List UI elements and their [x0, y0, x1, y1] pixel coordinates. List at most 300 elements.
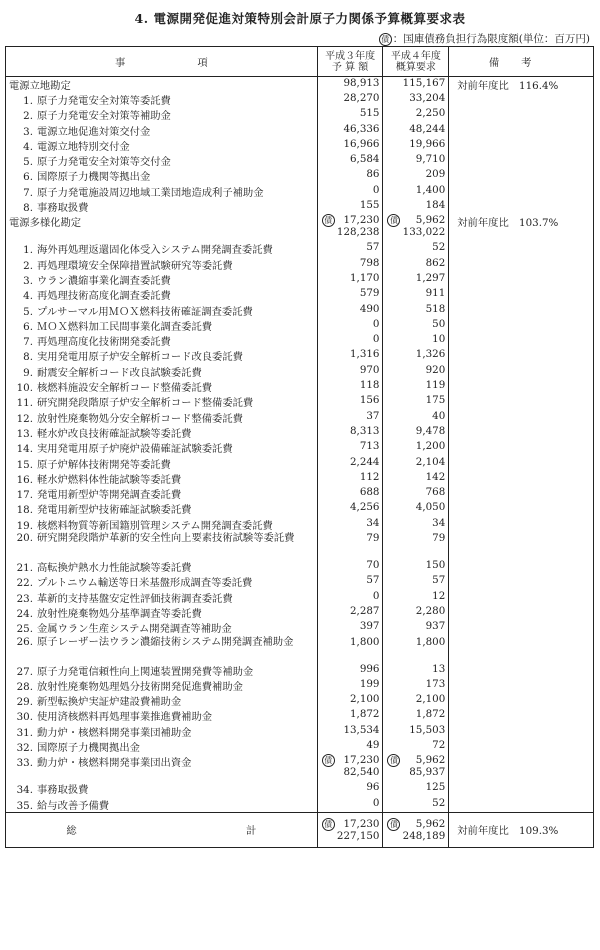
item-cell — [6, 272, 318, 287]
item-fy4: 2,100 — [383, 693, 449, 708]
item-label: 給与改善予備費 — [37, 799, 110, 812]
header-remarks: 備考 — [449, 47, 594, 77]
item-label: プルサーマル用ＭＯＸ燃料技術確証調査委託費 — [37, 305, 253, 318]
item-number: 8. — [23, 202, 33, 215]
item-label: 原子力発電信頼性向上関連装置開発費等補助金 — [37, 665, 254, 678]
dual-amount — [321, 754, 380, 778]
table-row — [6, 781, 594, 796]
item-fy4: 9,710 — [383, 153, 449, 168]
item-cell — [6, 440, 318, 455]
item-remark — [449, 379, 594, 394]
item-label: 動力炉・核燃料開発事業団補助金 — [37, 726, 192, 739]
item-number: 26. — [16, 635, 33, 648]
item-fy4 — [383, 754, 449, 781]
item-fy4: 150 — [383, 559, 449, 574]
item-fy3: 57 — [317, 241, 383, 256]
table-row — [6, 590, 594, 605]
item-remark — [449, 318, 594, 333]
item-cell — [6, 257, 318, 272]
item-fy3: 515 — [317, 107, 383, 122]
bond-amount: 17,230 — [343, 214, 380, 227]
item-fy3: 1,170 — [317, 272, 383, 287]
item-fy3: 156 — [317, 394, 383, 409]
item-fy3: 0 — [317, 590, 383, 605]
item-number: 24. — [16, 607, 33, 620]
item-fy4: 48,244 — [383, 123, 449, 138]
item-fy4: 79 — [383, 532, 449, 559]
item-remark — [449, 168, 594, 183]
item-label: 核燃料施設安全解析コード整備委託費 — [37, 382, 213, 395]
item-remark — [449, 517, 594, 532]
item-fy3: 2,244 — [317, 456, 383, 471]
item-remark — [449, 501, 594, 516]
bond-amount: 17,230 — [343, 754, 380, 767]
item-fy4: 1,200 — [383, 440, 449, 455]
item-fy4: 50 — [383, 318, 449, 333]
item-number: 11. — [16, 397, 33, 410]
item-remark — [449, 123, 594, 138]
bond-mark-icon: 債 — [387, 754, 400, 767]
item-remark — [449, 636, 594, 663]
item-fy4: 173 — [383, 678, 449, 693]
item-fy3: 57 — [317, 574, 383, 589]
table-row — [6, 605, 594, 620]
table-row — [6, 636, 594, 663]
item-label: 国際原子力機関等拠出金 — [37, 171, 151, 184]
table-body — [6, 77, 594, 813]
item-fy4: 4,050 — [383, 501, 449, 516]
item-cell — [6, 123, 318, 138]
item-number: 14. — [16, 443, 33, 456]
item-number: 3. — [23, 274, 33, 287]
header-item: 事 項 — [6, 47, 318, 77]
item-fy4: 52 — [383, 797, 449, 813]
item-cell — [6, 739, 318, 754]
item-number: 30. — [16, 711, 33, 724]
item-remark — [449, 303, 594, 318]
item-fy4: 1,326 — [383, 348, 449, 363]
item-remark — [449, 410, 594, 425]
item-label: 実用発電用原子炉廃炉設備確証試験委託費 — [37, 443, 233, 456]
item-fy4: 184 — [383, 199, 449, 214]
item-fy4: 52 — [383, 241, 449, 256]
section-remark: 対前年度比 103.7% — [457, 217, 559, 230]
item-label: 原子炉解体技術開発等委託費 — [37, 458, 171, 471]
item-fy4: 40 — [383, 410, 449, 425]
item-remark — [449, 739, 594, 754]
table-row — [6, 425, 594, 440]
item-label: 事務取扱費 — [37, 784, 89, 797]
item-number: 27. — [16, 665, 33, 678]
item-number: 25. — [16, 623, 33, 636]
item-number: 9. — [23, 366, 33, 379]
item-number: 2. — [23, 110, 33, 123]
item-cell — [6, 153, 318, 168]
item-fy3: 199 — [317, 678, 383, 693]
item-label: 放射性廃棄物処分安全解析コード整備委託費 — [37, 412, 243, 425]
section-fy3: 98,913 — [317, 77, 383, 93]
item-remark — [449, 678, 594, 693]
item-fy4: 2,250 — [383, 107, 449, 122]
item-remark — [449, 287, 594, 302]
item-number: 8. — [23, 351, 33, 364]
amount: 128,238 — [336, 226, 380, 239]
table-row — [6, 797, 594, 813]
item-remark — [449, 184, 594, 199]
item-fy4: 125 — [383, 781, 449, 796]
item-fy4: 209 — [383, 168, 449, 183]
table-row — [6, 318, 594, 333]
table-row — [6, 739, 594, 754]
item-number: 12. — [16, 412, 33, 425]
item-label: 原子力発電施設周辺地域工業団地造成利子補助金 — [37, 186, 264, 199]
item-fy3: 28,270 — [317, 92, 383, 107]
amount: 133,022 — [402, 226, 446, 239]
item-fy3: 8,313 — [317, 425, 383, 440]
table-row — [6, 348, 594, 363]
item-label: 核燃料物質等新国籍別管理システム開発調査委託費 — [37, 519, 273, 532]
item-remark — [449, 663, 594, 678]
item-number: 16. — [16, 473, 33, 486]
item-remark — [449, 107, 594, 122]
item-cell — [6, 781, 318, 796]
dual-amount — [386, 214, 445, 238]
item-number: 19. — [16, 519, 33, 532]
item-number: 32. — [16, 741, 33, 754]
item-cell — [6, 138, 318, 153]
item-cell — [6, 574, 318, 589]
item-cell — [6, 92, 318, 107]
total-remark: 対前年度比 109.3% — [449, 812, 594, 847]
item-label: 原子レーザー法ウラン濃縮技術システム開発調査補助金 — [37, 635, 294, 648]
table-header-row — [6, 47, 594, 77]
item-label: 発電用新型炉等開発調査委託費 — [37, 489, 182, 502]
header-fy3: 平成３年度 予 算 額 — [317, 47, 383, 77]
item-number: 20. — [16, 532, 33, 545]
unit-note-text: ：国庫債務負担行為限度額(単位：百万円) — [392, 33, 590, 45]
item-fy3: 713 — [317, 440, 383, 455]
item-cell — [6, 797, 318, 813]
table-row — [6, 440, 594, 455]
item-label: 海外再処理返還固化体受入システム開発調査委託費 — [37, 244, 273, 257]
item-fy4: 142 — [383, 471, 449, 486]
item-fy3: 4,256 — [317, 501, 383, 516]
item-fy4: 911 — [383, 287, 449, 302]
item-fy3: 579 — [317, 287, 383, 302]
item-label: 原子力発電安全対策等補助金 — [37, 110, 171, 123]
item-fy4: 57 — [383, 574, 449, 589]
item-label: 使用済核燃料再処理事業推進費補助金 — [37, 711, 213, 724]
item-number: 13. — [16, 427, 33, 440]
item-remark — [449, 574, 594, 589]
item-number: 3. — [23, 125, 33, 138]
item-fy3: 49 — [317, 739, 383, 754]
item-fy4: 19,966 — [383, 138, 449, 153]
item-fy3: 0 — [317, 333, 383, 348]
item-fy3: 1,872 — [317, 708, 383, 723]
total-row — [6, 812, 594, 847]
table-row — [6, 456, 594, 471]
item-fy4: 2,280 — [383, 605, 449, 620]
item-fy3: 2,100 — [317, 693, 383, 708]
item-fy3: 79 — [317, 532, 383, 559]
item-cell — [6, 241, 318, 256]
table-row — [6, 574, 594, 589]
item-number: 29. — [16, 696, 33, 709]
section-fy3 — [317, 214, 383, 241]
unit-note — [379, 31, 590, 46]
item-fy3: 0 — [317, 797, 383, 813]
table-row — [6, 241, 594, 256]
item-number: 5. — [23, 156, 33, 169]
table-row — [6, 754, 594, 781]
item-cell — [6, 410, 318, 425]
item-cell — [6, 471, 318, 486]
bond-mark-icon: 債 — [387, 214, 400, 227]
item-remark — [449, 241, 594, 256]
bond-mark-icon: 債 — [322, 754, 335, 767]
item-cell — [6, 364, 318, 379]
item-label: 発電用新型炉技術確証試験委託費 — [37, 504, 192, 517]
section-label: 電源立地勘定 — [6, 77, 318, 93]
item-cell — [6, 663, 318, 678]
item-cell — [6, 287, 318, 302]
amount: 82,540 — [343, 766, 380, 779]
table-row — [6, 693, 594, 708]
item-cell — [6, 559, 318, 574]
item-cell — [6, 168, 318, 183]
table-row — [6, 168, 594, 183]
item-fy3: 118 — [317, 379, 383, 394]
item-number: 17. — [16, 489, 33, 502]
item-label: 実用発電用原子炉安全解析コード改良委託費 — [37, 351, 243, 364]
item-remark — [449, 92, 594, 107]
item-label: 電源立地特別交付金 — [37, 140, 130, 153]
item-remark — [449, 693, 594, 708]
item-label: 国際原子力機関拠出金 — [37, 741, 140, 754]
item-remark — [449, 797, 594, 813]
table-row — [6, 107, 594, 122]
item-label: 研究開発段階原子炉安全解析コード整備委託費 — [37, 397, 254, 410]
item-cell — [6, 517, 318, 532]
total-label: 総計 — [6, 812, 318, 847]
item-label: 軽水炉改良技術確証試験等委託費 — [37, 427, 192, 440]
table-row — [6, 708, 594, 723]
item-fy4: 1,400 — [383, 184, 449, 199]
header-fy4: 平成４年度 概算要求 — [383, 47, 449, 77]
item-remark — [449, 471, 594, 486]
item-fy4: 72 — [383, 739, 449, 754]
item-fy3: 970 — [317, 364, 383, 379]
item-number: 15. — [16, 458, 33, 471]
bond-amount: 5,962 — [415, 754, 446, 767]
item-remark — [449, 153, 594, 168]
item-fy4: 15,503 — [383, 724, 449, 739]
item-cell — [6, 678, 318, 693]
item-number: 7. — [23, 186, 33, 199]
item-label: 新型転換炉実証炉建設費補助金 — [37, 696, 182, 709]
table-row — [6, 287, 594, 302]
item-fy4: 13 — [383, 663, 449, 678]
item-label: 動力炉・核燃料開発事業団出資金 — [37, 757, 192, 770]
item-fy3 — [317, 754, 383, 781]
item-number: 31. — [16, 726, 33, 739]
item-cell — [6, 318, 318, 333]
item-label: 放射性廃棄物処分基準調査等委託費 — [37, 607, 202, 620]
section-row — [6, 214, 594, 241]
item-remark — [449, 708, 594, 723]
item-fy4: 9,478 — [383, 425, 449, 440]
item-label: 革新的支持基盤安定性評価技術調査委託費 — [37, 592, 233, 605]
item-cell — [6, 486, 318, 501]
item-remark — [449, 605, 594, 620]
item-number: 6. — [23, 320, 33, 333]
item-cell — [6, 532, 318, 559]
table-row — [6, 532, 594, 559]
table-row — [6, 379, 594, 394]
item-fy4: 937 — [383, 620, 449, 635]
table-row — [6, 663, 594, 678]
table-row — [6, 471, 594, 486]
table-row — [6, 153, 594, 168]
item-fy3: 34 — [317, 517, 383, 532]
item-number: 35. — [16, 799, 33, 812]
table-row — [6, 620, 594, 635]
item-remark — [449, 138, 594, 153]
item-cell — [6, 501, 318, 516]
item-fy3: 798 — [317, 257, 383, 272]
table-row — [6, 501, 594, 516]
table-row — [6, 257, 594, 272]
item-cell — [6, 620, 318, 635]
item-remark — [449, 364, 594, 379]
item-number: 34. — [16, 784, 33, 797]
item-label: 原子力発電安全対策等委託費 — [37, 95, 171, 107]
item-cell — [6, 636, 318, 663]
item-remark — [449, 559, 594, 574]
item-remark — [449, 257, 594, 272]
item-fy4: 12 — [383, 590, 449, 605]
item-fy4: 10 — [383, 333, 449, 348]
item-label: 耐震安全解析コード改良試験委託費 — [37, 366, 202, 379]
budget-table — [5, 46, 594, 848]
table-row — [6, 559, 594, 574]
item-remark — [449, 754, 594, 781]
item-fy4: 33,204 — [383, 92, 449, 107]
item-remark — [449, 486, 594, 501]
item-remark — [449, 590, 594, 605]
item-number: 4. — [23, 290, 33, 303]
item-label: ＭＯＸ燃料加工民間事業化調査委託費 — [37, 320, 213, 333]
item-cell — [6, 199, 318, 214]
item-fy4: 1,800 — [383, 636, 449, 663]
item-label: 再処理技術高度化調査委託費 — [37, 290, 171, 303]
item-label: ウラン濃縮事業化調査委託費 — [37, 274, 171, 287]
item-fy3: 112 — [317, 471, 383, 486]
table-row — [6, 333, 594, 348]
item-fy3: 155 — [317, 199, 383, 214]
table-row — [6, 123, 594, 138]
item-fy3: 1,800 — [317, 636, 383, 663]
item-label: 再処理高度化技術開発委託費 — [37, 336, 171, 349]
table-row — [6, 364, 594, 379]
item-cell — [6, 708, 318, 723]
item-label: 金属ウラン生産システム開発調査等補助金 — [37, 623, 232, 636]
item-remark — [449, 333, 594, 348]
item-cell — [6, 348, 318, 363]
table-row — [6, 92, 594, 107]
item-fy4: 768 — [383, 486, 449, 501]
item-cell — [6, 754, 318, 781]
item-remark — [449, 781, 594, 796]
item-cell — [6, 333, 318, 348]
item-fy3: 70 — [317, 559, 383, 574]
item-label: 再処理環境安全保障措置試験研究等委託費 — [37, 259, 233, 272]
item-number: 7. — [23, 336, 33, 349]
item-number: 23. — [16, 592, 33, 605]
item-number: 10. — [16, 382, 33, 395]
item-number: 5. — [23, 305, 33, 318]
item-number: 1. — [23, 95, 33, 107]
item-label: 放射性廃棄物処理処分技術開発促進費補助金 — [37, 680, 243, 693]
item-remark — [449, 440, 594, 455]
item-fy3: 490 — [317, 303, 383, 318]
item-label: 電源立地促進対策交付金 — [37, 125, 151, 138]
item-fy3: 0 — [317, 184, 383, 199]
item-remark — [449, 394, 594, 409]
item-remark — [449, 199, 594, 214]
item-number: 1. — [23, 244, 33, 257]
item-fy4: 518 — [383, 303, 449, 318]
item-fy3: 2,287 — [317, 605, 383, 620]
item-cell — [6, 456, 318, 471]
item-label: 研究開発段階炉革新的安全性向上要素技術試験等委託費 — [37, 532, 295, 545]
item-remark — [449, 532, 594, 559]
item-remark — [449, 724, 594, 739]
item-cell — [6, 184, 318, 199]
dual-amount — [386, 754, 445, 778]
item-fy4: 175 — [383, 394, 449, 409]
item-fy3: 688 — [317, 486, 383, 501]
bond-mark-icon: 債 — [379, 33, 392, 46]
item-number: 21. — [16, 562, 33, 575]
table-row — [6, 394, 594, 409]
table-row — [6, 303, 594, 318]
item-remark — [449, 348, 594, 363]
item-label: プルトニウム輸送等日米基盤形成調査等委託費 — [37, 577, 253, 590]
item-fy3: 13,534 — [317, 724, 383, 739]
table-row — [6, 410, 594, 425]
item-fy3: 37 — [317, 410, 383, 425]
total-fy3: 債 17,230 227,150 — [317, 812, 383, 847]
item-number: 6. — [23, 171, 33, 184]
item-cell — [6, 724, 318, 739]
item-label: 原子力発電安全対策等交付金 — [37, 156, 171, 169]
item-remark — [449, 620, 594, 635]
bond-mark-icon: 債 — [322, 214, 335, 227]
item-cell — [6, 693, 318, 708]
section-fy4 — [383, 214, 449, 241]
item-fy3: 397 — [317, 620, 383, 635]
item-number: 18. — [16, 504, 33, 517]
table-row — [6, 272, 594, 287]
item-fy4: 862 — [383, 257, 449, 272]
dual-amount — [321, 214, 380, 238]
item-fy4: 1,297 — [383, 272, 449, 287]
item-fy4: 920 — [383, 364, 449, 379]
item-fy3: 16,966 — [317, 138, 383, 153]
amount: 85,937 — [409, 766, 446, 779]
